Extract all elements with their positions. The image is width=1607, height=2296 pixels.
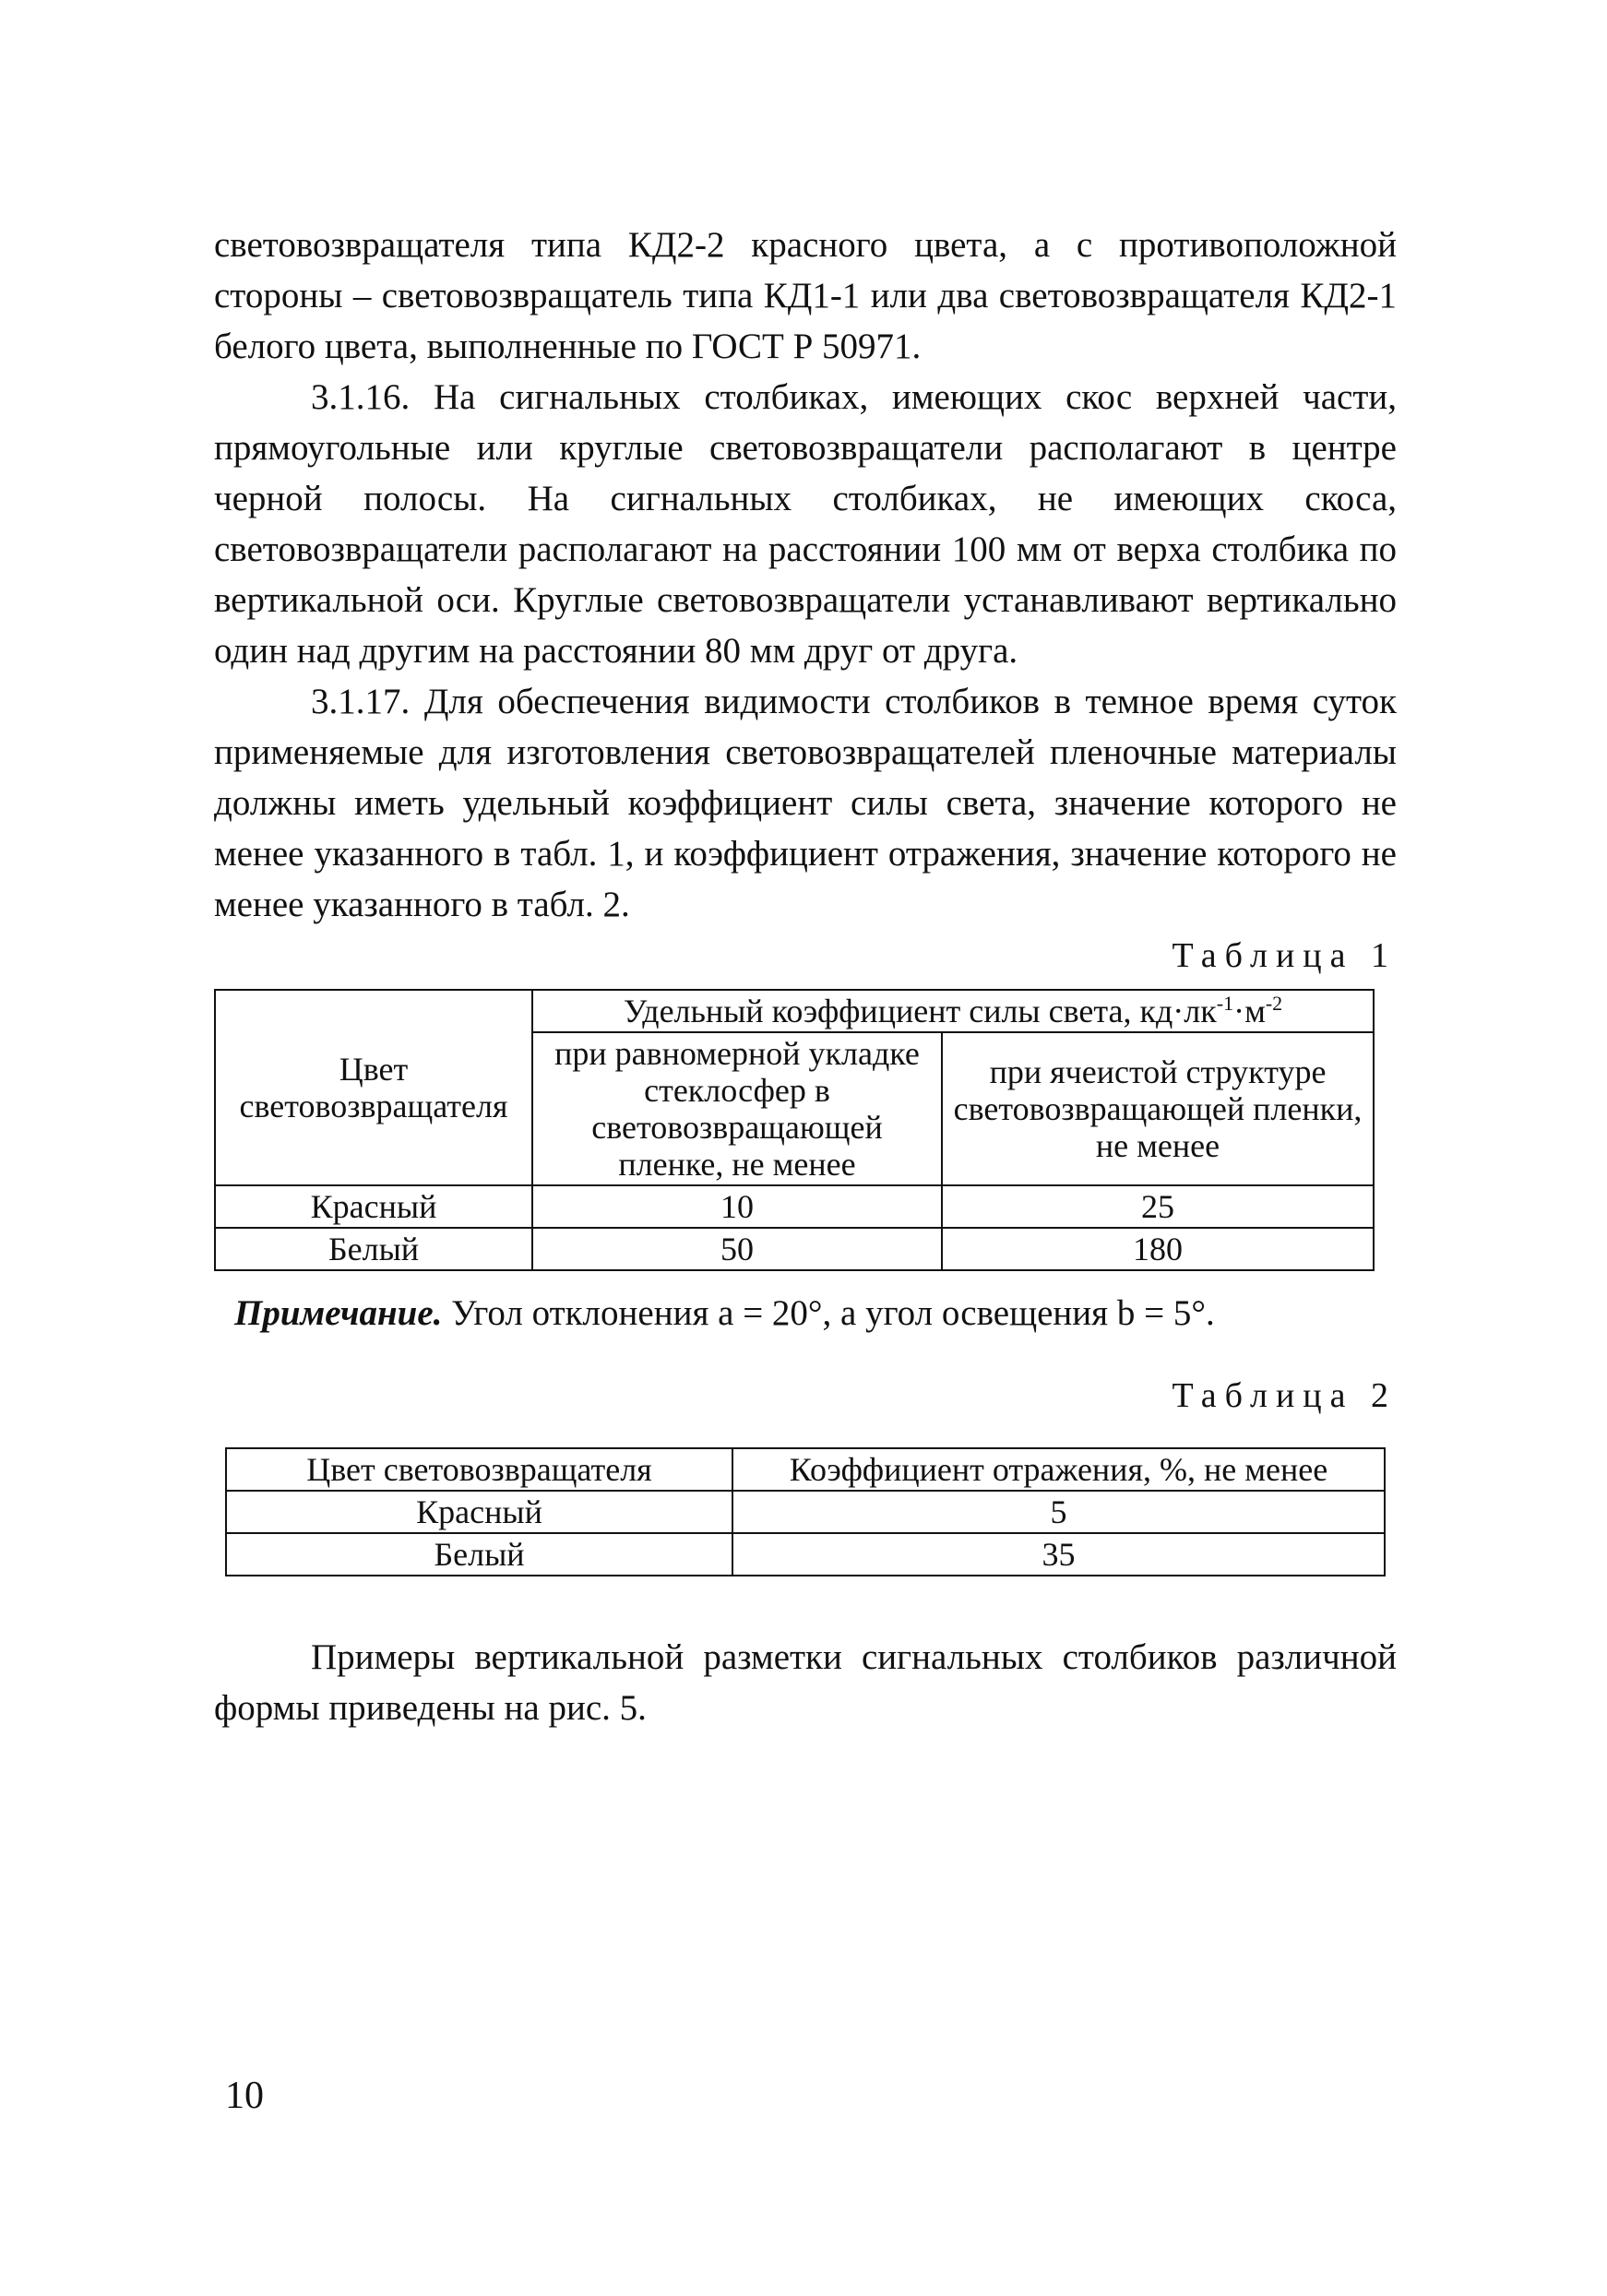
- paragraph-3-1-17: 3.1.17. Для обеспечения видимости столбиков в темное время суток применяемые для изготовления световозвращателей пленочные материалы должны иметь удельный коэффициент силы света, значение которого не менее указанного в табл. 1, и коэффициент отражения, значение которого не менее указанного в табл. 2.: [214, 682, 1397, 924]
- table1: [214, 989, 1375, 1271]
- table2-caption: Таблица 2: [1172, 1376, 1397, 1415]
- note-label: Примечание.: [234, 1293, 443, 1333]
- page-number: 10: [225, 2075, 264, 2117]
- table2-header-color: Цвет световозвращателя: [226, 1448, 732, 1491]
- table1-caption: Таблица 1: [1172, 936, 1397, 975]
- table1-header-color: Цвет световозвращателя: [215, 990, 532, 1185]
- table-row: [215, 1185, 1374, 1228]
- table2-cell-color: Красный: [226, 1491, 732, 1533]
- table1-cell-value: 25: [942, 1185, 1374, 1228]
- table2-cell-color: Белый: [226, 1533, 732, 1576]
- note-text: Угол отклонения a = 20°, а угол освещения b = 5°.: [442, 1293, 1215, 1333]
- table1-cell-value: 10: [532, 1185, 942, 1228]
- table1-header-group: Удельный коэффициент силы света, $кд\cdot лк^{-1}\cdot м^{-2}$: [532, 990, 1374, 1032]
- table1-cell-value: 50: [532, 1228, 942, 1270]
- table1-subheader-cellular: при ячеистой структуре световозвращающей пленки, не менее: [942, 1032, 1374, 1185]
- table1-cell-color: Белый: [215, 1228, 532, 1270]
- table1-subheader-uniform: при равномерной укладке стеклосфер в световозвращающей пленке, не менее: [532, 1032, 942, 1185]
- table2-header-coefficient: Коэффициент отражения, %, не менее: [732, 1448, 1385, 1491]
- table2: [225, 1447, 1386, 1576]
- table-row: [215, 1228, 1374, 1270]
- table-row: [226, 1533, 1385, 1576]
- paragraph-continuation: световозвращателя типа КД2-2 красного цвета, а с противоположной стороны – световозвращатель типа КД1-1 или два световозвращателя КД2-1 белого цвета, выполненные по ГОСТ Р 50971.: [214, 225, 1397, 366]
- table-row: [226, 1491, 1385, 1533]
- table2-cell-value: 35: [732, 1533, 1385, 1576]
- paragraph-examples: Примеры вертикальной разметки сигнальных столбиков различной формы приведены на рис. 5.: [214, 1637, 1397, 1728]
- page-content: [214, 220, 1397, 1733]
- table1-note: [234, 1288, 1397, 1338]
- table2-cell-value: 5: [732, 1491, 1385, 1533]
- table1-cell-value: 180: [942, 1228, 1374, 1270]
- table1-cell-color: Красный: [215, 1185, 532, 1228]
- paragraph-3-1-16: 3.1.16. На сигнальных столбиках, имеющих скос верхней части, прямоугольные или круглые световозвращатели располагают в центре черной полосы. На сигнальных столбиках, не имеющих скоса, световозвращатели располагают на расстоянии 100 мм от верха столбика по вертикальной оси. Круглые световозвращатели устанавливают вертикально один над другим на расстоянии 80 мм друг от друга.: [214, 377, 1397, 671]
